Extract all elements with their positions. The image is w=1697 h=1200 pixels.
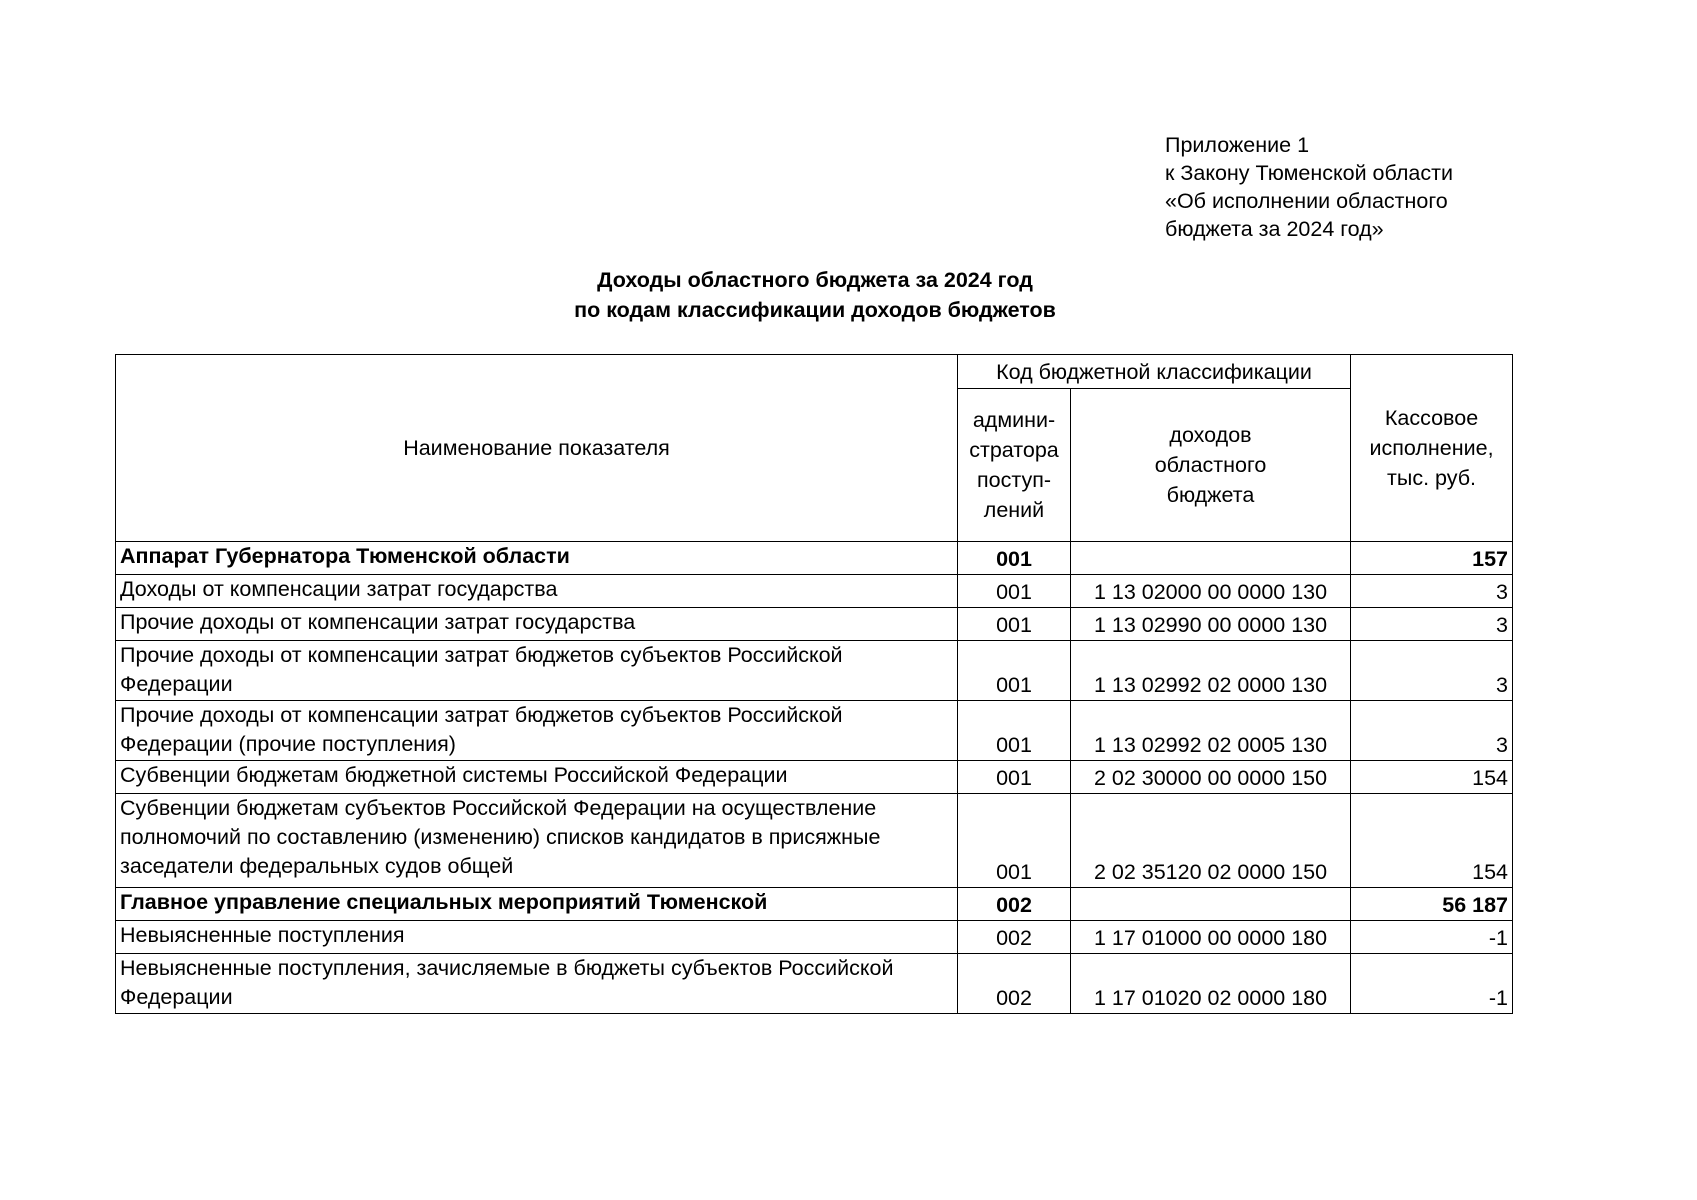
cell-name: Главное управление специальных мероприятий Тюменской	[116, 888, 958, 921]
cell-income-code	[1071, 542, 1351, 575]
appendix-line: Приложение 1	[1165, 133, 1310, 157]
cell-name: Субвенции бюджетам субъектов Российской Федерации на осуществление полномочий по составлению (изменению) списков кандидатов в присяжные заседатели федеральных судов общей	[116, 794, 958, 888]
header-sum-line: тыс. руб.	[1387, 466, 1477, 490]
header-income-line: областного	[1154, 453, 1267, 477]
cell-amount: 3	[1351, 701, 1513, 761]
cell-name: Доходы от компенсации затрат государства	[116, 575, 958, 608]
appendix-line: бюджета за 2024 год»	[1165, 217, 1384, 241]
header-admin-line: админи-	[972, 408, 1056, 432]
cell-amount: -1	[1351, 954, 1513, 1014]
appendix-line: «Об исполнении областного	[1165, 189, 1448, 213]
cell-income-code: 1 13 02000 00 0000 130	[1071, 575, 1351, 608]
document-title	[115, 265, 1515, 325]
cell-name: Прочие доходы от компенсации затрат бюджетов субъектов Российской Федерации	[116, 641, 958, 701]
table-header	[116, 355, 1513, 542]
cell-amount: 3	[1351, 641, 1513, 701]
header-income-line: доходов	[1169, 423, 1252, 447]
header-sum-line: исполнение,	[1369, 436, 1494, 460]
cell-income-code	[1071, 888, 1351, 921]
cell-income-code: 2 02 30000 00 0000 150	[1071, 761, 1351, 794]
cell-admin-code: 001	[958, 761, 1071, 794]
header-income-line: бюджета	[1166, 483, 1255, 507]
table-row	[116, 542, 1513, 575]
table-row	[116, 761, 1513, 794]
cell-admin-code: 001	[958, 794, 1071, 888]
cell-amount: 56 187	[1351, 888, 1513, 921]
cell-income-code: 1 17 01000 00 0000 180	[1071, 921, 1351, 954]
cell-amount: 154	[1351, 794, 1513, 888]
header-admin-line: поступ-	[977, 468, 1051, 492]
cell-name: Аппарат Губернатора Тюменской области	[116, 542, 958, 575]
table-row	[116, 641, 1513, 701]
income-table	[115, 354, 1513, 1014]
cell-amount: 157	[1351, 542, 1513, 575]
header-code-group: Код бюджетной классификации	[958, 355, 1351, 389]
cell-amount: 3	[1351, 608, 1513, 641]
header-sum-line: Кассовое	[1384, 406, 1479, 430]
cell-admin-code: 002	[958, 888, 1071, 921]
table-row	[116, 794, 1513, 888]
document-title-line: по кодам классификации доходов бюджетов	[574, 298, 1056, 322]
header-admin-line: лений	[983, 498, 1045, 522]
cell-name: Субвенции бюджетам бюджетной системы Российской Федерации	[116, 761, 958, 794]
cell-name: Невыясненные поступления, зачисляемые в бюджеты субъектов Российской Федерации	[116, 954, 958, 1014]
cell-name: Невыясненные поступления	[116, 921, 958, 954]
table-row	[116, 575, 1513, 608]
cell-admin-code: 001	[958, 701, 1071, 761]
cell-income-code: 1 17 01020 02 0000 180	[1071, 954, 1351, 1014]
cell-income-code: 1 13 02992 02 0000 130	[1071, 641, 1351, 701]
table-row	[116, 954, 1513, 1014]
table-row	[116, 701, 1513, 761]
cell-amount: 3	[1351, 575, 1513, 608]
cell-admin-code: 001	[958, 542, 1071, 575]
cell-admin-code: 001	[958, 608, 1071, 641]
cell-name: Прочие доходы от компенсации затрат бюджетов субъектов Российской Федерации (прочие поступления)	[116, 701, 958, 761]
table-row	[116, 888, 1513, 921]
header-name: Наименование показателя	[116, 355, 958, 542]
cell-admin-code: 002	[958, 921, 1071, 954]
cell-income-code: 1 13 02990 00 0000 130	[1071, 608, 1351, 641]
cell-name: Прочие доходы от компенсации затрат государства	[116, 608, 958, 641]
header-sum	[1351, 355, 1513, 542]
appendix-note	[1165, 131, 1453, 243]
cell-income-code: 1 13 02992 02 0005 130	[1071, 701, 1351, 761]
cell-admin-code: 001	[958, 575, 1071, 608]
appendix-line: к Закону Тюменской области	[1165, 161, 1453, 185]
cell-admin-code: 002	[958, 954, 1071, 1014]
table-body	[116, 542, 1513, 1014]
cell-income-code: 2 02 35120 02 0000 150	[1071, 794, 1351, 888]
table-row	[116, 921, 1513, 954]
header-admin-line: стратора	[969, 438, 1059, 462]
table-row	[116, 608, 1513, 641]
cell-amount: -1	[1351, 921, 1513, 954]
document-title-line: Доходы областного бюджета за 2024 год	[597, 268, 1033, 292]
header-income-code	[1071, 389, 1351, 542]
header-admin	[958, 389, 1071, 542]
cell-amount: 154	[1351, 761, 1513, 794]
cell-admin-code: 001	[958, 641, 1071, 701]
